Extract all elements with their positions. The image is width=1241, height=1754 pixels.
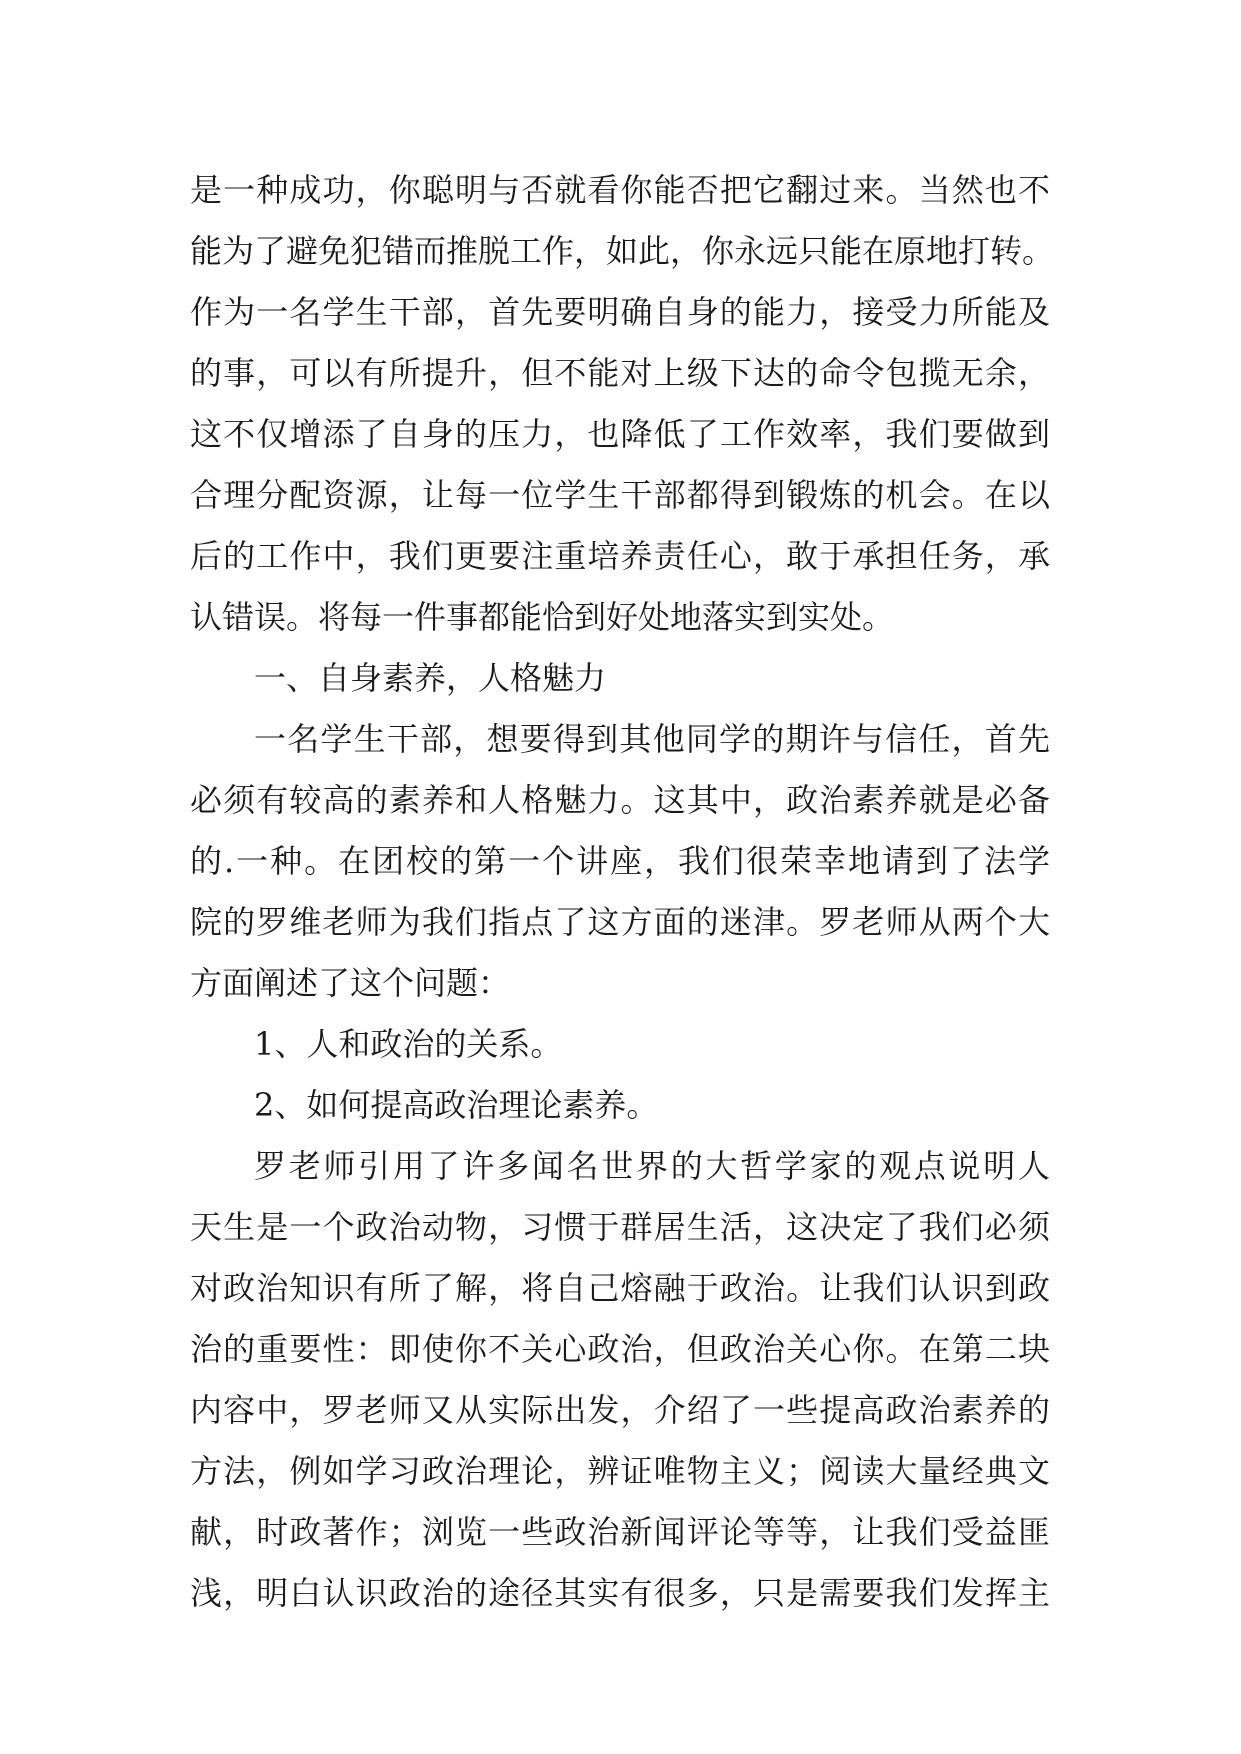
text-line: 对政治知识有所了解，将自己熔融于政治。让我们认识到政 [190,1269,1050,1307]
text-line: 天生是一个政治动物，习惯于群居生活，这决定了我们必须 [190,1208,1050,1246]
document-page [190,160,1055,1624]
text-line: 后的工作中，我们更要注重培养责任心，敢于承担任务，承 [190,537,1050,575]
text-line: 浅，明白认识政治的途径其实有很多，只是需要我们发挥主 [190,1574,1050,1612]
text-line: 治的重要性：即使你不关心政治，但政治关心你。在第二块 [190,1330,1050,1368]
text-line: 内容中，罗老师又从实际出发，介绍了一些提高政治素养的 [190,1391,1050,1429]
text-line: 合理分配资源，让每一位学生干部都得到锻炼的机会。在以 [190,476,1050,514]
text-line: 方面阐述了这个问题： [190,964,511,1002]
text-line: 院的罗维老师为我们指点了这方面的迷津。罗老师从两个大 [190,903,1050,941]
text-line: 的.一种。在团校的第一个讲座，我们很荣幸地请到了法学 [190,842,1050,880]
text-line: 的事，可以有所提升，但不能对上级下达的命令包揽无余， [190,354,1050,392]
list-item: 1、人和政治的关系。 [254,1025,563,1063]
section-heading: 一、自身素养，人格魅力 [254,659,607,697]
text-line: 献，时政著作；浏览一些政治新闻评论等等，让我们受益匪 [190,1513,1050,1551]
text-line: 是一种成功，你聪明与否就看你能否把它翻过来。当然也不 [190,171,1050,209]
list-item: 2、如何提高政治理论素养。 [254,1086,659,1124]
text-line: 作为一名学生干部，首先要明确自身的能力，接受力所能及 [190,293,1050,331]
text-line: 能为了避免犯错而推脱工作，如此，你永远只能在原地打转。 [190,232,1055,270]
text-line: 方法，例如学习政治理论，辨证唯物主义；阅读大量经典文 [190,1452,1050,1490]
text-line: 这不仅增添了自身的压力，也降低了工作效率，我们要做到 [190,415,1050,453]
text-line: 一名学生干部，想要得到其他同学的期许与信任，首先 [254,720,1050,758]
text-line: 认错误。将每一件事都能恰到好处地落实到实处。 [190,598,895,636]
text-line: 罗老师引用了许多闻名世界的大哲学家的观点说明人 [254,1147,1050,1185]
text-line: 必须有较高的素养和人格魅力。这其中，政治素养就是必备 [190,781,1050,819]
